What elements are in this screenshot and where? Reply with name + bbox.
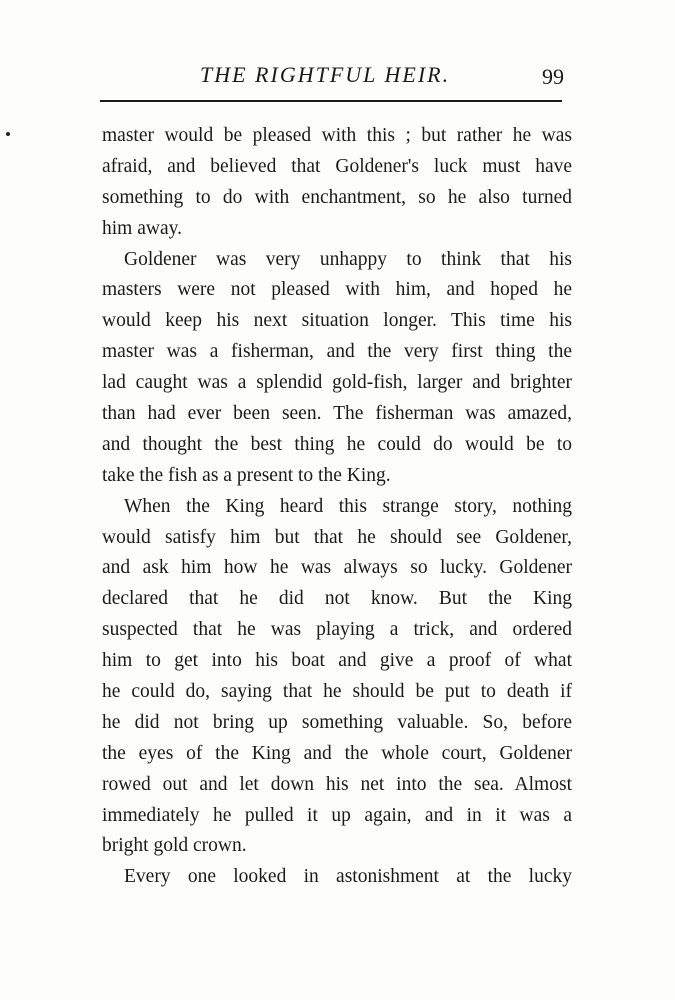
text-line: lad caught was a splendid gold-fish, larger and brighter bbox=[102, 372, 572, 394]
text-line: and ask him how he was always so lucky. Goldener bbox=[102, 557, 572, 579]
text-line: master would be pleased with this ; but rather he was bbox=[102, 125, 572, 146]
text-line: Goldener was very unhappy to think that his bbox=[124, 248, 572, 270]
text-line: and thought the best thing he could do would be to bbox=[102, 433, 572, 455]
text-line: take the fish as a present to the King. bbox=[102, 464, 391, 486]
text-line: would keep his next situation longer. This time his bbox=[102, 310, 572, 332]
body-text bbox=[102, 121, 572, 893]
page-number: 99 bbox=[542, 64, 564, 89]
text-line: afraid, and believed that Goldener's luck must have bbox=[102, 155, 572, 177]
text-line: rowed out and let down his net into the sea. Almost bbox=[102, 773, 572, 795]
text-line: declared that he did not know. But the King bbox=[102, 588, 572, 610]
text-line: Every one looked in astonishment at the lucky bbox=[124, 866, 572, 888]
text-line: suspected that he was playing a trick, and ordered bbox=[102, 619, 572, 641]
text-line: something to do with enchantment, so he also turned bbox=[102, 186, 572, 208]
running-title: THE RIGHTFUL HEIR. bbox=[200, 62, 451, 87]
text-line: him to get into his boat and give a proof of what bbox=[102, 650, 572, 672]
margin-mark bbox=[6, 132, 10, 136]
text-line: masters were not pleased with him, and hoped he bbox=[102, 279, 572, 301]
running-head bbox=[100, 62, 570, 94]
text-line: would satisfy him but that he should see Goldener, bbox=[102, 526, 572, 548]
text-line: When the King heard this strange story, nothing bbox=[124, 495, 572, 517]
text-line: than had ever been seen. The fisherman was amazed, bbox=[102, 403, 572, 425]
text-line: master was a fisherman, and the very first thing the bbox=[102, 341, 572, 363]
text-line: immediately he pulled it up again, and in it was a bbox=[102, 804, 572, 826]
text-line: he could do, saying that he should be put to death if bbox=[102, 681, 572, 703]
text-line: the eyes of the King and the whole court, Goldener bbox=[102, 742, 572, 764]
text-line: he did not bring up something valuable. So, before bbox=[102, 711, 572, 733]
text-line: him away. bbox=[102, 217, 182, 239]
header-rule bbox=[100, 100, 562, 102]
text-line: bright gold crown. bbox=[102, 835, 247, 857]
